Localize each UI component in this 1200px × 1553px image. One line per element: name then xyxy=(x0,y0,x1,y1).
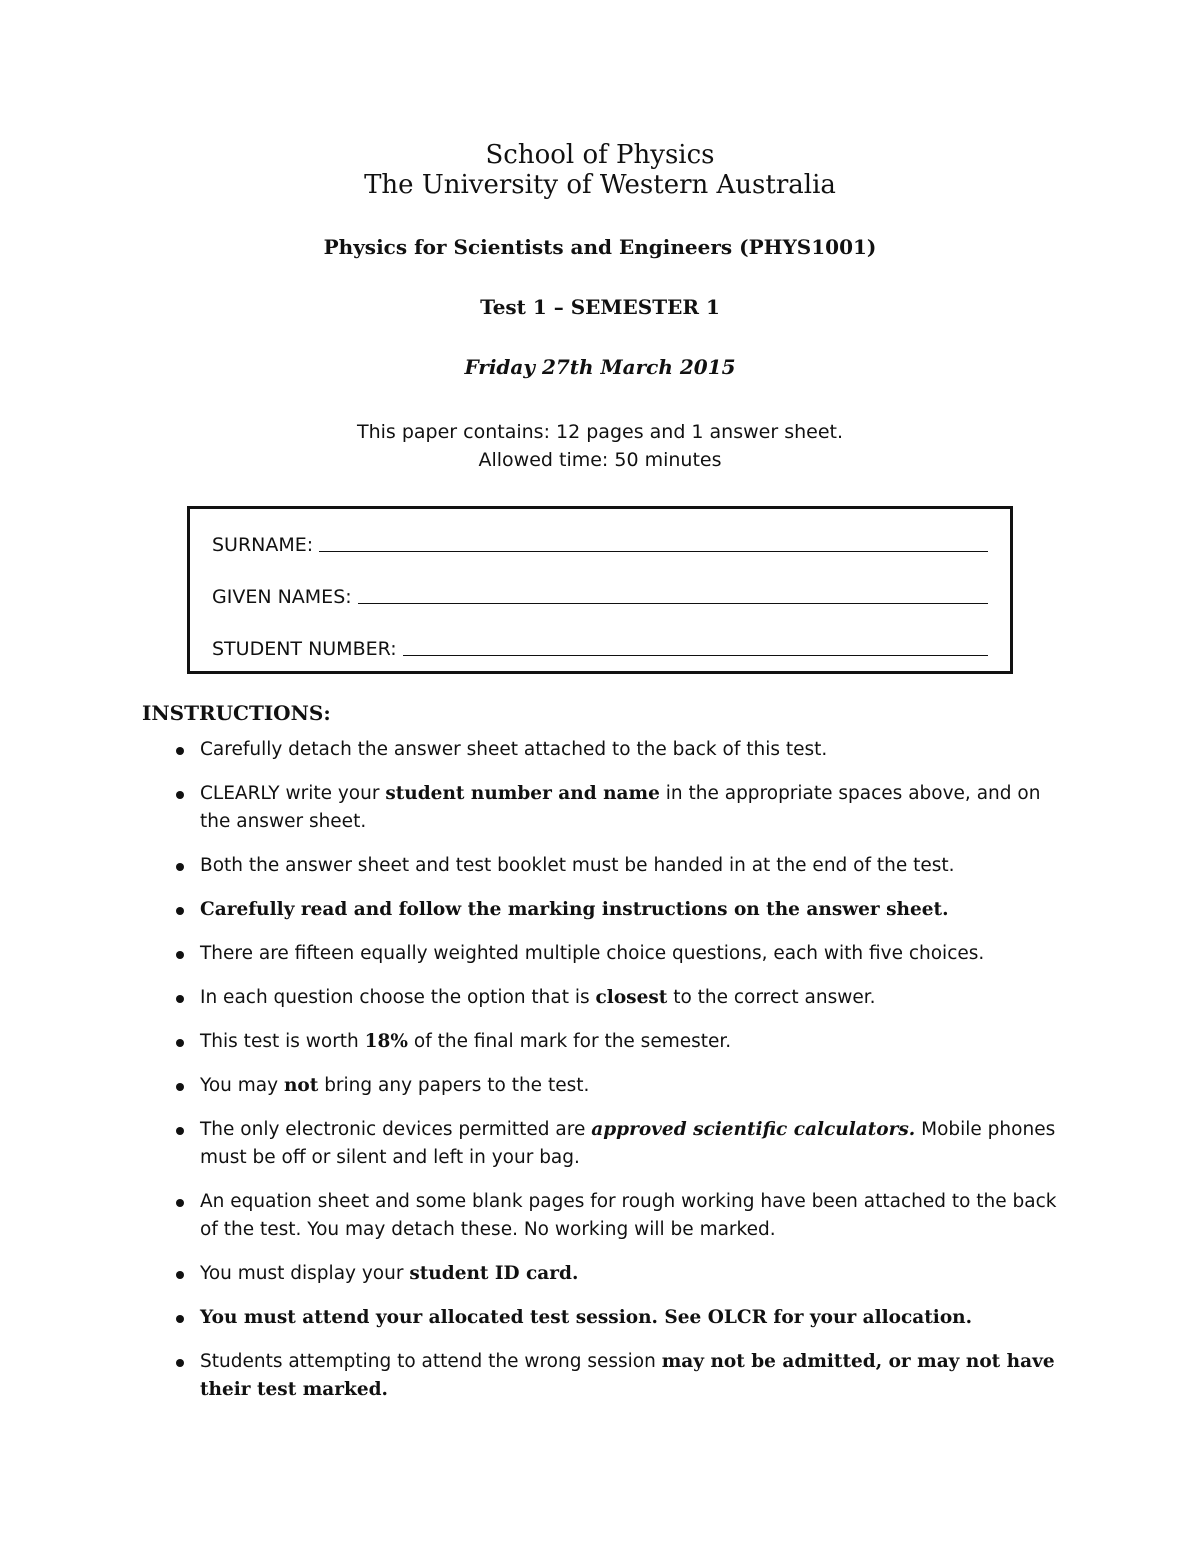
list-item xyxy=(172,1304,1062,1332)
bullet-icon xyxy=(176,1315,184,1323)
bullet-icon xyxy=(176,747,184,755)
instruction-text: You may xyxy=(200,1075,284,1096)
test-date: Friday 27th March 2015 xyxy=(464,355,736,379)
instructions-heading: INSTRUCTIONS: xyxy=(142,701,331,725)
instruction-text: You must display your xyxy=(200,1263,410,1284)
list-item xyxy=(172,1260,1062,1288)
instruction-text: The only electronic devices permitted are xyxy=(200,1119,592,1140)
bullet-icon xyxy=(176,995,184,1003)
instruction-emphasis: 18% xyxy=(364,1031,408,1052)
bullet-icon xyxy=(176,1083,184,1091)
list-item xyxy=(172,1348,1062,1404)
list-item xyxy=(172,896,1062,924)
bullet-icon xyxy=(176,1271,184,1279)
instruction-text: CLEARLY write your xyxy=(200,783,386,804)
bullet-icon xyxy=(176,907,184,915)
paper-contents: This paper contains: 12 pages and 1 answer sheet. xyxy=(356,421,844,443)
student-details-box xyxy=(187,506,1013,674)
list-item xyxy=(172,940,1062,968)
instruction-text: Students attempting to attend the wrong session xyxy=(200,1351,662,1372)
instruction-text: to the correct answer. xyxy=(667,987,876,1008)
instruction-emphasis: student number and name xyxy=(385,783,660,804)
school-name: School of Physics xyxy=(485,140,715,170)
instruction-emphasis: not xyxy=(283,1075,319,1096)
instruction-emphasis: closest xyxy=(595,987,668,1008)
surname-write-line[interactable] xyxy=(319,550,988,552)
student-number-field[interactable] xyxy=(212,631,988,661)
instruction-text: In each question choose the option that is xyxy=(200,987,596,1008)
instruction-text: There are fifteen equally weighted multiple choice questions, each with five choices. xyxy=(200,943,985,964)
bullet-icon xyxy=(176,1359,184,1367)
surname-label: SURNAME: xyxy=(212,534,314,556)
bullet-icon xyxy=(176,1199,184,1207)
instruction-text: Both the answer sheet and test booklet must be handed in at the end of the test. xyxy=(200,855,955,876)
list-item xyxy=(172,984,1062,1012)
bullet-icon xyxy=(176,1039,184,1047)
instruction-text: An equation sheet and some blank pages for rough working have been attached to the back of the test. You may detach these. No working will be marked. xyxy=(200,1191,1057,1240)
student-number-label: STUDENT NUMBER: xyxy=(212,638,397,660)
bullet-icon xyxy=(176,791,184,799)
list-item xyxy=(172,1116,1062,1172)
bullet-icon xyxy=(176,863,184,871)
bullet-icon xyxy=(176,1127,184,1135)
given-names-write-line[interactable] xyxy=(358,602,988,604)
list-item xyxy=(172,1072,1062,1100)
instruction-text: Mobile phones must be off or silent and left in your bag. xyxy=(200,1119,1056,1168)
bullet-icon xyxy=(176,951,184,959)
instruction-emphasis: approved scientific calculators. xyxy=(591,1119,916,1140)
instruction-text: bring any papers to the test. xyxy=(318,1075,590,1096)
instruction-text: Carefully detach the answer sheet attached to the back of this test. xyxy=(200,739,828,760)
instructions-list xyxy=(172,736,1062,1420)
instruction-emphasis: student ID card. xyxy=(409,1263,579,1284)
instruction-emphasis: You must attend your allocated test session. See OLCR for your allocation. xyxy=(200,1307,973,1328)
given-names-label: GIVEN NAMES: xyxy=(212,586,352,608)
list-item xyxy=(172,736,1062,764)
course-title: Physics for Scientists and Engineers (PHYS1001) xyxy=(323,235,877,259)
test-title: Test 1 – SEMESTER 1 xyxy=(480,295,720,319)
list-item xyxy=(172,780,1062,836)
given-names-field[interactable] xyxy=(212,579,988,609)
surname-field[interactable] xyxy=(212,527,988,557)
university-name: The University of Western Australia xyxy=(364,170,836,200)
student-number-write-line[interactable] xyxy=(403,654,988,656)
instruction-text: of the final mark for the semester. xyxy=(408,1031,732,1052)
list-item xyxy=(172,1028,1062,1056)
list-item xyxy=(172,852,1062,880)
allowed-time: Allowed time: 50 minutes xyxy=(478,449,722,471)
instruction-emphasis: Carefully read and follow the marking instructions on the answer sheet. xyxy=(200,899,949,920)
instruction-text: in the appropriate spaces above, and on the answer sheet. xyxy=(200,783,1041,832)
instruction-text: This test is worth xyxy=(200,1031,365,1052)
instruction-emphasis: may not be admitted, or may not have their test marked. xyxy=(200,1351,1055,1400)
list-item xyxy=(172,1188,1062,1244)
